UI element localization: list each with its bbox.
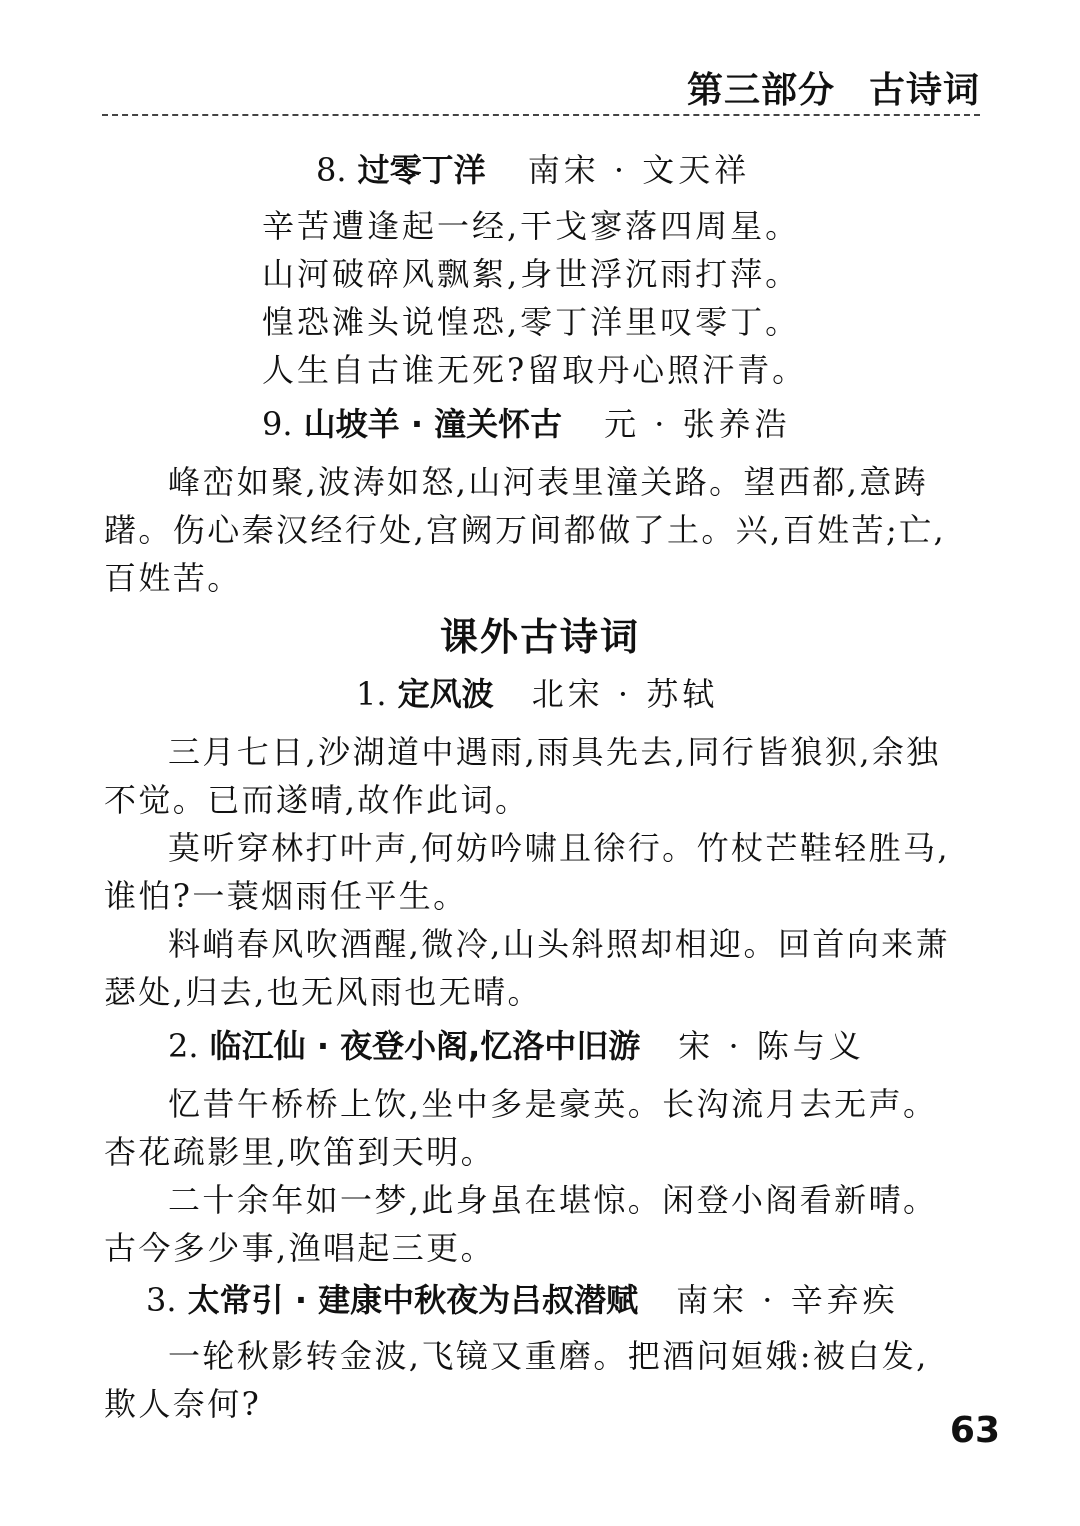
text-line: 莫听穿林打叶声,何妨吟啸且徐行。竹杖芒鞋轻胜马, — [168, 829, 950, 867]
verse-line: 惶恐滩头说惶恐,零丁洋里叹零丁。 — [262, 303, 801, 341]
text-line: 不觉。已而遂晴,故作此词。 — [104, 781, 530, 819]
text-line: 二十余年如一梦,此身虽在堪惊。闲登小阁看新晴。 — [168, 1181, 938, 1219]
poem-author: 南宋 · 辛弃疾 — [676, 1281, 899, 1319]
poem-heading — [0, 148, 1080, 192]
text-line: 峰峦如聚,波涛如怒,山河表里潼关路。望西都,意踌 — [168, 463, 929, 501]
text-line: 三月七日,沙湖道中遇雨,雨具先去,同行皆狼狈,余独 — [168, 733, 941, 771]
poem-author: 南宋 · 文天祥 — [527, 151, 751, 189]
section-title: 课外古诗词 — [439, 615, 640, 659]
text-line: 躇。伤心秦汉经行处,宫阙万间都做了土。兴,百姓苦;亡, — [104, 511, 947, 549]
poem-author: 宋 · 陈与义 — [678, 1027, 865, 1065]
poem-heading — [0, 1278, 1080, 1322]
header-topic: 古诗词 — [868, 70, 980, 111]
poem-number: 9. — [262, 405, 293, 443]
text-line: 谁怕?一蓑烟雨任平生。 — [104, 877, 468, 915]
poem-title: 太常引 · 建康中秋夜为吕叔潜赋 — [187, 1281, 639, 1319]
poem-number: 8. — [316, 151, 347, 189]
verse-line: 山河破碎风飘絮,身世浮沉雨打萍。 — [262, 255, 801, 293]
verse-line: 辛苦遭逢起一经,干戈寥落四周星。 — [262, 207, 801, 245]
header-divider — [102, 114, 980, 116]
text-line: 瑟处,归去,也无风雨也无晴。 — [104, 973, 542, 1011]
page-number: 63 — [949, 1410, 1000, 1451]
header-part: 第三部分 — [686, 70, 835, 111]
poem-title: 定风波 — [397, 675, 494, 713]
poem-heading — [0, 672, 1080, 716]
verse-line: 人生自古谁无死?留取丹心照汗青。 — [262, 351, 808, 389]
text-line: 忆昔午桥桥上饮,坐中多是豪英。长沟流月去无声。 — [168, 1085, 938, 1123]
poem-number: 3. — [146, 1281, 177, 1319]
poem-heading — [0, 1024, 1080, 1068]
running-header — [687, 62, 980, 113]
text-line: 欺人奈何? — [104, 1385, 262, 1423]
poem-heading — [0, 402, 1080, 446]
text-line: 一轮秋影转金波,飞镜又重磨。把酒问姮娥:被白发, — [168, 1337, 929, 1375]
poem-number: 1. — [356, 675, 387, 713]
text-line: 古今多少事,渔唱起三更。 — [104, 1229, 495, 1267]
poem-title: 山坡羊 · 潼关怀古 — [303, 405, 563, 443]
text-line: 杏花疏影里,吹笛到天明。 — [104, 1133, 495, 1171]
text-line: 料峭春风吹酒醒,微冷,山头斜照却相迎。回首向来萧 — [168, 925, 950, 963]
poem-author: 元 · 张养浩 — [604, 405, 791, 443]
poem-author: 北宋 · 苏轼 — [531, 675, 719, 713]
poem-title: 临江仙 · 夜登小阁,忆洛中旧游 — [209, 1027, 641, 1065]
poem-title: 过零丁洋 — [357, 151, 486, 189]
poem-number: 2. — [168, 1027, 199, 1065]
text-line: 百姓苦。 — [104, 559, 242, 597]
